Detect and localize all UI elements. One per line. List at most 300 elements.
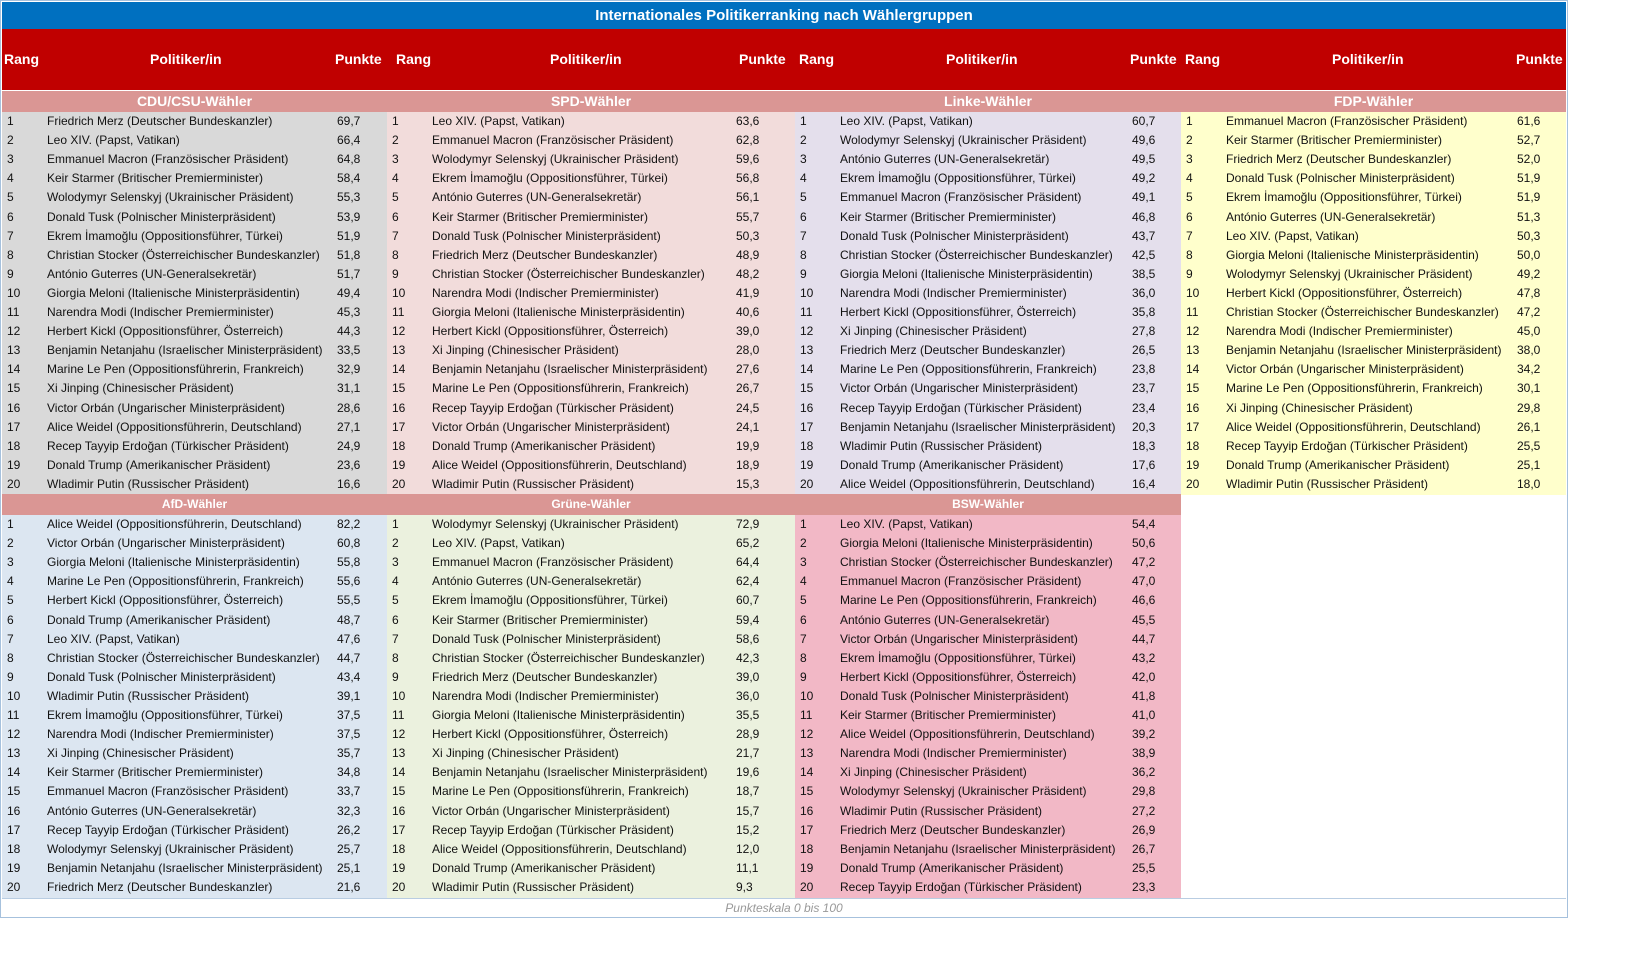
politician-cell: António Guterres (UN-Generalsekretär) (840, 612, 1050, 627)
rank-cell: 4 (800, 171, 807, 186)
points-cell: 28,6 (337, 400, 361, 415)
table-row (2, 399, 387, 418)
rank-cell: 10 (7, 688, 21, 703)
points-cell: 53,9 (337, 209, 361, 224)
politician-cell: Alice Weidel (Oppositionsführerin, Deutschland) (1226, 419, 1481, 434)
table-row (2, 859, 387, 878)
politician-cell: Donald Trump (Amerikanischer Präsident) (432, 860, 656, 875)
politician-cell: Emmanuel Macron (Französischer Präsident) (47, 784, 289, 799)
rank-cell: 14 (1186, 362, 1200, 377)
rank-cell: 6 (7, 612, 14, 627)
points-cell: 19,6 (736, 765, 760, 780)
rank-cell: 19 (392, 457, 406, 472)
points-cell: 23,4 (1132, 400, 1156, 415)
politician-cell: Wladimir Putin (Russischer Präsident) (47, 688, 250, 703)
rank-cell: 19 (7, 457, 21, 472)
rank-cell: 20 (1186, 476, 1200, 491)
points-cell: 60,8 (337, 536, 361, 551)
points-cell: 28,0 (736, 343, 760, 358)
politician-cell: Donald Trump (Amerikanischer Präsident) (47, 457, 271, 472)
politician-cell: Wolodymyr Selenskyj (Ukrainischer Präsident) (432, 517, 679, 531)
politician-cell: Giorgia Meloni (Italienische Ministerpräsidentin) (840, 266, 1093, 281)
rank-cell: 14 (7, 765, 21, 780)
table-row (795, 802, 1181, 821)
table-row (1181, 284, 1566, 303)
politician-cell: Keir Starmer (Britischer Premierminister) (432, 612, 649, 627)
politician-cell: Benjamin Netanjahu (Israelischer Ministerpräsident) (432, 362, 708, 377)
header-rank-1: Rang (4, 51, 39, 67)
rank-cell: 15 (392, 784, 406, 799)
rank-cell: 8 (7, 650, 14, 665)
rank-cell: 9 (800, 266, 807, 281)
group-table (387, 112, 795, 495)
rank-cell: 8 (1186, 247, 1193, 262)
points-cell: 24,1 (736, 419, 760, 434)
rank-cell: 4 (7, 574, 14, 589)
politician-cell: Victor Orbán (Ungarischer Ministerpräsident) (432, 803, 670, 818)
table-row (795, 437, 1181, 456)
points-cell: 17,6 (1132, 457, 1156, 472)
politician-cell: Donald Trump (Amerikanischer Präsident) (1226, 457, 1450, 472)
points-cell: 24,5 (736, 400, 760, 415)
table-row (1181, 475, 1566, 494)
rank-cell: 11 (7, 305, 20, 319)
table-row (387, 265, 795, 284)
politician-cell: Wolodymyr Selenskyj (Ukrainischer Präsident) (1226, 266, 1473, 281)
group-header: Linke-Wähler (795, 91, 1181, 112)
rank-cell: 20 (392, 476, 406, 491)
table-row (387, 437, 795, 456)
points-cell: 32,3 (337, 803, 361, 818)
table-row (387, 112, 795, 131)
header-rank-4: Rang (1185, 51, 1220, 67)
rank-cell: 1 (800, 114, 807, 128)
table-row (795, 456, 1181, 475)
points-cell: 20,3 (1132, 419, 1156, 434)
rank-cell: 5 (1186, 190, 1193, 205)
politician-cell: Giorgia Meloni (Italienische Ministerpräsidentin) (432, 708, 685, 722)
table-row (387, 878, 795, 897)
table-row (2, 150, 387, 169)
points-cell: 56,8 (736, 171, 760, 186)
rank-cell: 12 (7, 727, 21, 742)
points-cell: 24,9 (337, 438, 361, 453)
points-cell: 52,7 (1517, 133, 1541, 148)
table-row (387, 360, 795, 379)
points-cell: 26,9 (1132, 822, 1156, 837)
politician-cell: Marine Le Pen (Oppositionsführerin, Frankreich) (47, 574, 304, 589)
group-table (1181, 112, 1566, 495)
table-row (1181, 112, 1566, 131)
rank-cell: 18 (392, 841, 406, 856)
politician-cell: Donald Tusk (Polnischer Ministerpräsident) (47, 669, 276, 684)
table-row (1181, 360, 1566, 379)
points-cell: 35,7 (337, 746, 361, 761)
table-row (795, 591, 1181, 610)
points-cell: 55,8 (337, 555, 361, 570)
politician-cell: Recep Tayyip Erdoğan (Türkischer Präsident) (47, 822, 289, 837)
points-cell: 46,8 (1132, 209, 1156, 224)
politician-cell: Christian Stocker (Österreichischer Bundeskanzler) (840, 555, 1113, 570)
points-cell: 25,1 (1517, 457, 1541, 472)
rank-cell: 3 (7, 152, 14, 167)
politician-cell: Wladimir Putin (Russischer Präsident) (47, 476, 250, 491)
politician-cell: Ekrem İmamoğlu (Oppositionsführer, Türkei) (840, 650, 1076, 665)
politician-cell: Xi Jinping (Chinesischer Präsident) (47, 381, 234, 396)
politician-cell: Alice Weidel (Oppositionsführerin, Deutschland) (47, 517, 302, 531)
points-cell: 49,5 (1132, 152, 1156, 167)
table-row (2, 572, 387, 591)
points-cell: 39,2 (1132, 727, 1156, 742)
points-cell: 66,4 (337, 133, 361, 148)
table-row (2, 456, 387, 475)
table-row (795, 284, 1181, 303)
rank-cell: 1 (392, 114, 399, 128)
politician-cell: Xi Jinping (Chinesischer Präsident) (840, 324, 1027, 339)
rank-cell: 4 (1186, 171, 1193, 186)
points-cell: 51,7 (337, 266, 361, 281)
points-cell: 16,4 (1132, 476, 1156, 491)
table-row (387, 456, 795, 475)
points-cell: 26,7 (736, 381, 760, 396)
table-row (2, 725, 387, 744)
table-row (387, 572, 795, 591)
table-row (795, 782, 1181, 801)
rank-cell: 6 (800, 209, 807, 224)
table-row (387, 341, 795, 360)
politician-cell: António Guterres (UN-Generalsekretär) (432, 190, 642, 205)
points-cell: 44,7 (337, 650, 361, 665)
rank-cell: 2 (800, 133, 807, 148)
points-cell: 26,7 (1132, 841, 1156, 856)
table-row (795, 687, 1181, 706)
rank-cell: 12 (1186, 324, 1200, 339)
politician-cell: Alice Weidel (Oppositionsführerin, Deutschland) (47, 419, 302, 434)
table-row (2, 553, 387, 572)
politician-cell: Friedrich Merz (Deutscher Bundeskanzler) (47, 114, 273, 128)
table-row (2, 515, 387, 534)
politician-cell: Alice Weidel (Oppositionsführerin, Deutschland) (432, 457, 687, 472)
rank-cell: 5 (7, 593, 14, 608)
rank-cell: 13 (800, 343, 814, 358)
rank-cell: 3 (1186, 152, 1193, 167)
points-cell: 48,9 (736, 247, 760, 262)
politician-cell: Leo XIV. (Papst, Vatikan) (47, 631, 180, 646)
table-row (387, 534, 795, 553)
table-row (795, 379, 1181, 398)
politician-cell: António Guterres (UN-Generalsekretär) (1226, 209, 1436, 224)
table-row (387, 515, 795, 534)
politician-cell: Donald Trump (Amerikanischer Präsident) (840, 860, 1064, 875)
points-cell: 51,3 (1517, 209, 1541, 224)
points-cell: 37,5 (337, 727, 361, 742)
group-header: FDP-Wähler (1181, 91, 1566, 112)
politician-cell: Giorgia Meloni (Italienische Ministerpräsidentin) (432, 305, 685, 319)
rank-cell: 3 (392, 555, 399, 570)
table-row (1181, 322, 1566, 341)
points-cell: 23,3 (1132, 879, 1156, 894)
rank-cell: 15 (1186, 381, 1200, 396)
politician-cell: Victor Orbán (Ungarischer Ministerpräsident) (47, 400, 285, 415)
politician-cell: Alice Weidel (Oppositionsführerin, Deutschland) (840, 727, 1095, 742)
points-cell: 63,6 (736, 114, 760, 128)
politician-cell: Recep Tayyip Erdoğan (Türkischer Präsident) (432, 400, 674, 415)
table-row (387, 553, 795, 572)
rank-cell: 6 (392, 209, 399, 224)
politician-cell: Giorgia Meloni (Italienische Ministerpräsidentin) (840, 536, 1093, 551)
points-cell: 64,4 (736, 555, 760, 570)
table-row (2, 763, 387, 782)
politician-cell: Donald Trump (Amerikanischer Präsident) (432, 438, 656, 453)
politician-cell: Leo XIV. (Papst, Vatikan) (840, 517, 973, 531)
table-row (387, 150, 795, 169)
politician-cell: Benjamin Netanjahu (Israelischer Ministerpräsident) (840, 419, 1116, 434)
points-cell: 42,3 (736, 650, 760, 665)
rank-cell: 2 (392, 536, 399, 551)
rank-cell: 9 (1186, 266, 1193, 281)
table-row (1181, 188, 1566, 207)
politician-cell: Ekrem İmamoğlu (Oppositionsführer, Türkei) (840, 171, 1076, 186)
rank-cell: 13 (7, 746, 21, 761)
rank-cell: 18 (800, 438, 814, 453)
table-row (1181, 246, 1566, 265)
points-cell: 49,2 (1517, 266, 1541, 281)
table-row (2, 284, 387, 303)
rank-cell: 12 (800, 324, 814, 339)
table-row (2, 534, 387, 553)
table-row (387, 802, 795, 821)
points-cell: 60,7 (1132, 114, 1156, 128)
politician-cell: Marine Le Pen (Oppositionsführerin, Frankreich) (840, 362, 1097, 377)
rank-cell: 19 (800, 860, 814, 875)
politician-cell: Donald Tusk (Polnischer Ministerpräsident) (47, 209, 276, 224)
rank-cell: 14 (800, 765, 814, 780)
table-row (2, 840, 387, 859)
rank-cell: 20 (7, 879, 21, 894)
rank-cell: 13 (800, 746, 814, 761)
politician-cell: Christian Stocker (Österreichischer Bundeskanzler) (432, 650, 705, 665)
rank-cell: 1 (7, 517, 14, 531)
table-row (387, 475, 795, 494)
points-cell: 26,5 (1132, 343, 1156, 358)
rank-cell: 8 (800, 247, 807, 262)
points-cell: 23,7 (1132, 381, 1156, 396)
politician-cell: Ekrem İmamoğlu (Oppositionsführer, Türkei) (1226, 190, 1462, 205)
table-row (2, 437, 387, 456)
rank-cell: 11 (7, 708, 20, 722)
table-row (795, 515, 1181, 534)
politician-cell: Victor Orbán (Ungarischer Ministerpräsident) (1226, 362, 1464, 377)
table-row (2, 630, 387, 649)
table-row (1181, 437, 1566, 456)
points-cell: 41,9 (736, 285, 760, 300)
table-row (1181, 150, 1566, 169)
points-cell: 18,9 (736, 457, 760, 472)
politician-cell: Recep Tayyip Erdoğan (Türkischer Präsident) (840, 400, 1082, 415)
politician-cell: Emmanuel Macron (Französischer Präsident) (840, 190, 1082, 205)
points-cell: 9,3 (736, 879, 753, 894)
rank-cell: 17 (7, 419, 21, 434)
rank-cell: 7 (800, 228, 807, 243)
table-row (387, 379, 795, 398)
politician-cell: Wolodymyr Selenskyj (Ukrainischer Präsident) (432, 152, 679, 167)
table-row (387, 303, 795, 322)
points-cell: 49,1 (1132, 190, 1156, 205)
points-cell: 58,4 (337, 171, 361, 186)
table-row (387, 188, 795, 207)
points-cell: 30,1 (1517, 381, 1541, 396)
table-row (2, 611, 387, 630)
rank-cell: 2 (7, 536, 14, 551)
points-cell: 33,5 (337, 343, 361, 358)
points-cell: 45,3 (337, 305, 361, 319)
rank-cell: 15 (800, 381, 814, 396)
points-cell: 60,7 (736, 593, 760, 608)
points-cell: 27,6 (736, 362, 760, 377)
points-cell: 54,4 (1132, 517, 1156, 531)
table-row (387, 591, 795, 610)
rank-cell: 10 (1186, 285, 1200, 300)
table-row (1181, 208, 1566, 227)
points-cell: 48,2 (736, 266, 760, 281)
rank-cell: 17 (1186, 419, 1200, 434)
points-cell: 42,5 (1132, 247, 1156, 262)
rank-cell: 14 (392, 362, 406, 377)
points-cell: 38,0 (1517, 343, 1541, 358)
table-row (795, 227, 1181, 246)
table-row (1181, 399, 1566, 418)
points-cell: 18,3 (1132, 438, 1156, 453)
politician-cell: Victor Orbán (Ungarischer Ministerpräsident) (840, 631, 1078, 646)
politician-cell: Herbert Kickl (Oppositionsführer, Österreich) (47, 593, 284, 608)
points-cell: 64,8 (337, 152, 361, 167)
points-cell: 47,6 (337, 631, 361, 646)
rank-cell: 6 (7, 209, 14, 224)
points-cell: 51,8 (337, 247, 361, 262)
politician-cell: Benjamin Netanjahu (Israelischer Ministerpräsident) (840, 841, 1116, 856)
points-cell: 51,9 (1517, 190, 1541, 205)
points-cell: 42,0 (1132, 669, 1156, 684)
politician-cell: Alice Weidel (Oppositionsführerin, Deutschland) (432, 841, 687, 856)
points-cell: 27,1 (337, 419, 361, 434)
points-cell: 39,0 (736, 324, 760, 339)
points-cell: 41,0 (1132, 708, 1156, 722)
points-cell: 21,7 (736, 746, 760, 761)
politician-cell: Friedrich Merz (Deutscher Bundeskanzler) (1226, 152, 1452, 167)
politician-cell: Benjamin Netanjahu (Israelischer Ministerpräsident) (1226, 343, 1502, 358)
table-row (795, 360, 1181, 379)
table-row (795, 859, 1181, 878)
rank-cell: 19 (7, 860, 21, 875)
points-cell: 27,8 (1132, 324, 1156, 339)
points-cell: 45,0 (1517, 324, 1541, 339)
politician-cell: Wolodymyr Selenskyj (Ukrainischer Präsident) (47, 190, 294, 205)
politician-cell: Donald Trump (Amerikanischer Präsident) (840, 457, 1064, 472)
points-cell: 50,3 (736, 228, 760, 243)
points-cell: 26,1 (1517, 419, 1541, 434)
points-cell: 39,0 (736, 669, 760, 684)
table-row (2, 821, 387, 840)
rank-cell: 5 (392, 190, 399, 205)
rank-cell: 20 (7, 476, 21, 491)
points-cell: 32,9 (337, 362, 361, 377)
rank-cell: 18 (7, 438, 21, 453)
politician-cell: Leo XIV. (Papst, Vatikan) (47, 133, 180, 148)
points-cell: 18,7 (736, 784, 760, 799)
rank-cell: 8 (800, 650, 807, 665)
table-row (387, 687, 795, 706)
points-cell: 28,9 (736, 727, 760, 742)
rank-cell: 7 (7, 631, 14, 646)
rank-cell: 11 (800, 708, 813, 722)
politician-cell: Friedrich Merz (Deutscher Bundeskanzler) (840, 822, 1066, 837)
table-row (387, 399, 795, 418)
rank-cell: 19 (1186, 457, 1200, 472)
table-row (387, 418, 795, 437)
politician-cell: Herbert Kickl (Oppositionsführer, Österreich) (840, 669, 1077, 684)
table-row (387, 246, 795, 265)
rank-cell: 4 (800, 574, 807, 589)
rank-cell: 14 (800, 362, 814, 377)
table-row (795, 169, 1181, 188)
politician-cell: António Guterres (UN-Generalsekretär) (432, 574, 642, 589)
header-politician-1: Politiker/in (150, 51, 222, 67)
points-cell: 23,6 (337, 457, 361, 472)
table-row (387, 611, 795, 630)
politician-cell: António Guterres (UN-Generalsekretär) (47, 266, 257, 281)
table-row (795, 188, 1181, 207)
rank-cell: 4 (392, 171, 399, 186)
points-cell: 21,6 (337, 879, 361, 894)
points-cell: 69,7 (337, 114, 361, 128)
rank-cell: 18 (7, 841, 21, 856)
table-row (2, 418, 387, 437)
rank-cell: 1 (800, 517, 807, 531)
table-row (2, 112, 387, 131)
table-row (795, 878, 1181, 897)
politician-cell: Keir Starmer (Britischer Premierminister) (840, 209, 1057, 224)
table-row (1181, 379, 1566, 398)
rank-cell: 20 (392, 879, 406, 894)
politician-cell: Giorgia Meloni (Italienische Ministerpräsidentin) (47, 555, 300, 570)
table-row (2, 208, 387, 227)
points-cell: 19,9 (736, 438, 760, 453)
header-politician-4: Politiker/in (1332, 51, 1404, 67)
points-cell: 36,0 (736, 688, 760, 703)
politician-cell: Victor Orbán (Ungarischer Ministerpräsident) (47, 536, 285, 551)
rank-cell: 9 (800, 669, 807, 684)
politician-cell: Emmanuel Macron (Französischer Präsident) (47, 152, 289, 167)
politician-cell: Donald Tusk (Polnischer Ministerpräsident) (432, 631, 661, 646)
politician-cell: Recep Tayyip Erdoğan (Türkischer Präsident) (432, 822, 674, 837)
table-row (1181, 303, 1566, 322)
politician-cell: Donald Tusk (Polnischer Ministerpräsident) (432, 228, 661, 243)
politician-cell: Marine Le Pen (Oppositionsführerin, Frankreich) (1226, 381, 1483, 396)
table-row (387, 725, 795, 744)
table-row (795, 706, 1181, 725)
rank-cell: 4 (7, 171, 14, 186)
politician-cell: Narendra Modi (Indischer Premierminister) (1226, 324, 1453, 339)
politician-cell: Narendra Modi (Indischer Premierminister) (432, 688, 659, 703)
header-points-1: Punkte (335, 51, 382, 67)
table-row (2, 591, 387, 610)
rank-cell: 9 (392, 669, 399, 684)
points-cell: 49,6 (1132, 133, 1156, 148)
table-row (795, 534, 1181, 553)
rank-cell: 12 (392, 727, 406, 742)
points-cell: 45,5 (1132, 612, 1156, 627)
table-row (1181, 227, 1566, 246)
